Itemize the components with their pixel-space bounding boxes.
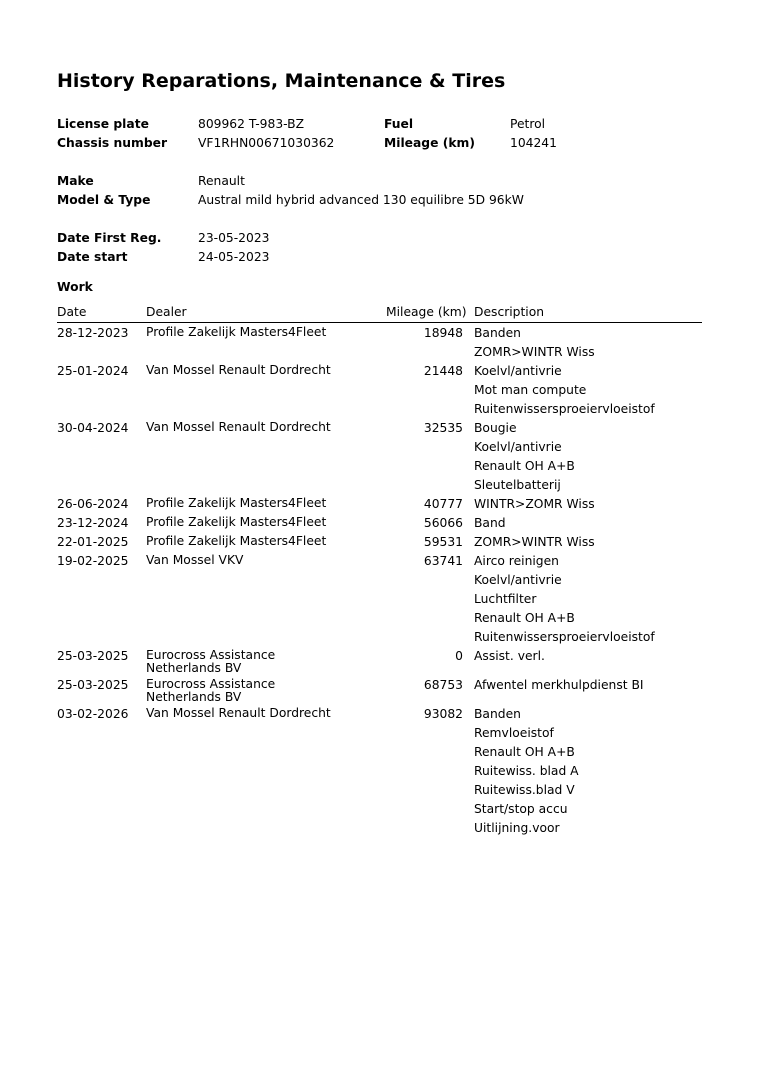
table-row (57, 675, 702, 704)
row-dealer: Profile Zakelijk Masters4Fleet (146, 534, 327, 548)
start-date-label: Date start (57, 250, 128, 264)
row-dealer: Eurocross Assistance Netherlands BV (146, 648, 276, 675)
work-table (57, 303, 702, 837)
row-dealer: Van Mossel VKV (146, 553, 244, 567)
table-row (57, 418, 702, 494)
row-description: Koelvl/antivrie (474, 573, 562, 587)
row-description: WINTR>ZOMR Wiss (474, 497, 595, 511)
table-row (57, 532, 702, 551)
row-descriptions (474, 532, 702, 551)
row-description: Renault OH A+B (474, 611, 575, 625)
row-mileage: 21448 (423, 364, 463, 378)
chassis-label: Chassis number (57, 136, 168, 150)
header-mileage: Mileage (km) (386, 305, 467, 319)
row-description: Start/stop accu (474, 802, 568, 816)
table-row (57, 323, 702, 361)
work-table-header (57, 303, 702, 323)
row-description: Remvloeistof (474, 726, 554, 740)
header-description: Description (474, 305, 545, 319)
chassis-value: VF1RHN00671030362 (198, 136, 335, 150)
row-description: Uitlijning.voor (474, 821, 560, 835)
row-date: 19-02-2025 (57, 554, 129, 568)
start-date-value: 24-05-2023 (198, 250, 270, 264)
make-value: Renault (198, 174, 245, 188)
row-description: Renault OH A+B (474, 745, 575, 759)
row-description: Mot man compute (474, 383, 587, 397)
page-title: History Reparations, Maintenance & Tires (57, 70, 506, 92)
table-row (57, 513, 702, 532)
row-mileage: 18948 (423, 326, 463, 340)
row-descriptions (474, 675, 702, 704)
license-plate-value: 809962 T-983-BZ (198, 117, 305, 131)
row-description: Koelvl/antivrie (474, 364, 562, 378)
row-description: ZOMR>WINTR Wiss (474, 535, 595, 549)
make-label: Make (57, 174, 94, 188)
row-descriptions (474, 323, 702, 361)
first-reg-value: 23-05-2023 (198, 231, 270, 245)
table-row (57, 704, 702, 837)
table-row (57, 494, 702, 513)
row-description: Banden (474, 707, 521, 721)
row-dealer: Van Mossel Renault Dordrecht (146, 363, 331, 377)
fuel-label: Fuel (384, 117, 414, 131)
row-description: Renault OH A+B (474, 459, 575, 473)
row-dealer: Profile Zakelijk Masters4Fleet (146, 325, 327, 339)
row-description: Koelvl/antivrie (474, 440, 562, 454)
row-descriptions (474, 494, 702, 513)
row-dealer: Profile Zakelijk Masters4Fleet (146, 515, 327, 529)
model-label: Model & Type (57, 193, 151, 207)
row-mileage: 63741 (423, 554, 463, 568)
row-description: Banden (474, 326, 521, 340)
row-description: Ruitenwissersproeiervloeistof (474, 402, 655, 416)
row-dealer: Profile Zakelijk Masters4Fleet (146, 496, 327, 510)
license-plate-label: License plate (57, 117, 149, 131)
row-mileage: 93082 (423, 707, 463, 721)
row-mileage: 32535 (423, 421, 463, 435)
row-descriptions (474, 418, 702, 494)
row-description: Ruitewiss. blad A (474, 764, 579, 778)
row-description: Bougie (474, 421, 517, 435)
row-date: 25-01-2024 (57, 364, 129, 378)
model-value: Austral mild hybrid advanced 130 equilibre 5D 96kW (198, 193, 524, 207)
row-date: 30-04-2024 (57, 421, 129, 435)
row-description: Sleutelbatterij (474, 478, 561, 492)
row-description: Ruitenwissersproeiervloeistof (474, 630, 655, 644)
row-description: Afwentel merkhulpdienst BI (474, 678, 644, 692)
table-row (57, 646, 702, 675)
row-mileage: 0 (455, 649, 463, 663)
row-description: Luchtfilter (474, 592, 537, 606)
row-dealer: Eurocross Assistance Netherlands BV (146, 677, 276, 704)
row-date: 26-06-2024 (57, 497, 129, 511)
row-description: Assist. verl. (474, 649, 545, 663)
row-description: ZOMR>WINTR Wiss (474, 345, 595, 359)
row-dealer: Van Mossel Renault Dordrecht (146, 706, 331, 720)
row-description: Ruitewiss.blad V (474, 783, 575, 797)
row-date: 25-03-2025 (57, 649, 129, 663)
row-descriptions (474, 704, 702, 837)
row-dealer: Van Mossel Renault Dordrecht (146, 420, 331, 434)
fuel-value: Petrol (510, 117, 546, 131)
row-mileage: 59531 (423, 535, 463, 549)
header-dealer: Dealer (146, 305, 187, 319)
mileage-label: Mileage (km) (384, 136, 475, 150)
row-descriptions (474, 551, 702, 646)
row-mileage: 40777 (423, 497, 463, 511)
row-date: 22-01-2025 (57, 535, 129, 549)
row-mileage: 68753 (423, 678, 463, 692)
work-table-body (57, 323, 702, 837)
work-section-title: Work (57, 280, 93, 294)
table-row (57, 361, 702, 418)
row-descriptions (474, 361, 702, 418)
row-date: 23-12-2024 (57, 516, 129, 530)
first-reg-label: Date First Reg. (57, 231, 162, 245)
row-descriptions (474, 513, 702, 532)
row-date: 28-12-2023 (57, 326, 129, 340)
row-date: 25-03-2025 (57, 678, 129, 692)
row-mileage: 56066 (423, 516, 463, 530)
row-description: Band (474, 516, 506, 530)
table-row (57, 551, 702, 646)
row-date: 03-02-2026 (57, 707, 129, 721)
mileage-value: 104241 (510, 136, 557, 150)
row-descriptions (474, 646, 702, 675)
header-date: Date (57, 305, 87, 319)
row-description: Airco reinigen (474, 554, 559, 568)
